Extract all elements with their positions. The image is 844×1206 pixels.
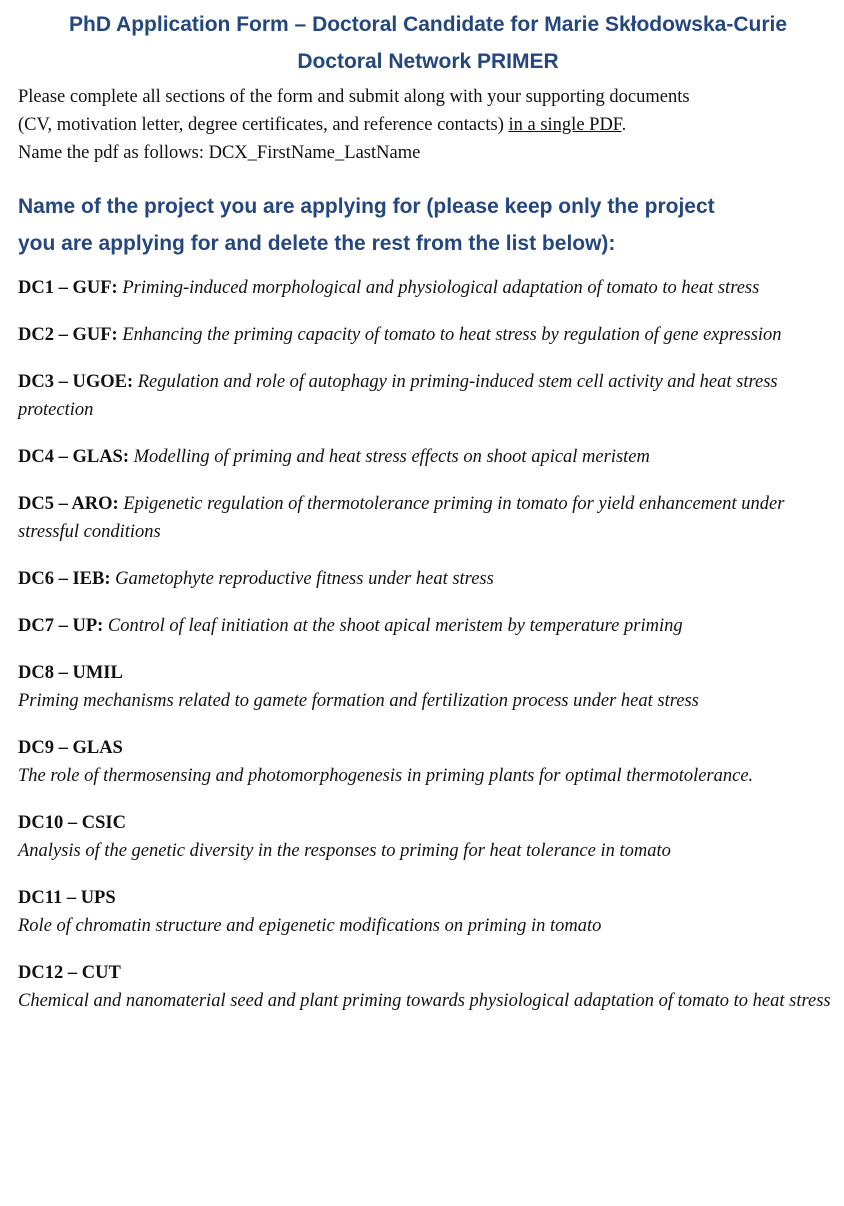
project-description: The role of thermosensing and photomorphogenesis in priming plants for optimal thermotolerance.: [18, 766, 754, 786]
project-code: DC10 – CSIC: [18, 813, 126, 833]
project-code: DC11 – UPS: [18, 888, 116, 908]
project-code: DC9 – GLAS: [18, 738, 123, 758]
project-item-dc1: [18, 274, 838, 302]
page-title-line-1: PhD Application Form – Doctoral Candidate for Marie Skłodowska-Curie: [69, 13, 787, 36]
instructions-line-1: Please complete all sections of the form and submit along with your supporting documents: [18, 87, 690, 107]
project-item-dc2: [18, 321, 838, 349]
instructions-single-pdf: in a single PDF: [508, 115, 622, 135]
project-item-dc9: [18, 734, 838, 790]
project-description: Enhancing the priming capacity of tomato to heat stress by regulation of gene expression: [122, 325, 782, 345]
project-description: Modelling of priming and heat stress effects on shoot apical meristem: [133, 447, 650, 467]
project-description: Priming-induced morphological and physiological adaptation of tomato to heat stress: [122, 278, 760, 298]
project-description: Gametophyte reproductive fitness under heat stress: [115, 569, 494, 589]
project-description: Regulation and role of autophagy in priming-induced stem cell activity and heat stress protection: [18, 372, 778, 420]
project-code: DC4 – GLAS:: [18, 447, 130, 467]
instructions-line-2-end: .: [621, 115, 627, 135]
project-item-dc12: [18, 959, 838, 1015]
project-item-dc6: [18, 565, 838, 593]
project-description: Role of chromatin structure and epigenetic modifications on priming in tomato: [18, 916, 602, 936]
project-item-dc3: [18, 368, 838, 424]
project-code: DC7 – UP:: [18, 616, 104, 636]
project-list-heading-line-2: you are applying for and delete the rest from the list below):: [18, 232, 616, 255]
project-list: [18, 274, 838, 1015]
instructions: [18, 83, 838, 167]
project-description: Priming mechanisms related to gamete formation and fertilization process under heat stress: [18, 691, 699, 711]
page-title-line-2: Doctoral Network PRIMER: [297, 50, 559, 73]
instructions-line-3: Name the pdf as follows: DCX_FirstName_LastName: [18, 143, 421, 163]
project-item-dc10: [18, 809, 838, 865]
instructions-line-2: [18, 111, 838, 139]
project-code: DC8 – UMIL: [18, 663, 123, 683]
project-item-dc7: [18, 612, 838, 640]
project-code: DC5 – ARO:: [18, 494, 119, 514]
project-item-dc11: [18, 884, 838, 940]
project-list-heading-line-1: Name of the project you are applying for (please keep only the project: [18, 195, 715, 218]
project-description: Chemical and nanomaterial seed and plant priming towards physiological adaptation of tomato to heat stress: [18, 991, 831, 1011]
project-item-dc5: [18, 490, 838, 546]
project-description: Control of leaf initiation at the shoot apical meristem by temperature priming: [107, 616, 683, 636]
project-description: Analysis of the genetic diversity in the responses to priming for heat tolerance in tomato: [18, 841, 671, 861]
project-item-dc8: [18, 659, 838, 715]
project-code: DC12 – CUT: [18, 963, 121, 983]
document-page: [0, 6, 844, 1206]
page-title: [18, 6, 838, 80]
project-description: Epigenetic regulation of thermotolerance priming in tomato for yield enhancement under stressful conditions: [18, 494, 785, 542]
project-code: DC2 – GUF:: [18, 325, 118, 345]
project-code: DC6 – IEB:: [18, 569, 111, 589]
instructions-line-2-text: (CV, motivation letter, degree certificates, and reference contacts): [18, 115, 509, 135]
project-list-heading: [18, 188, 838, 262]
project-code: DC3 – UGOE:: [18, 372, 134, 392]
project-item-dc4: [18, 443, 838, 471]
project-code: DC1 – GUF:: [18, 278, 118, 298]
